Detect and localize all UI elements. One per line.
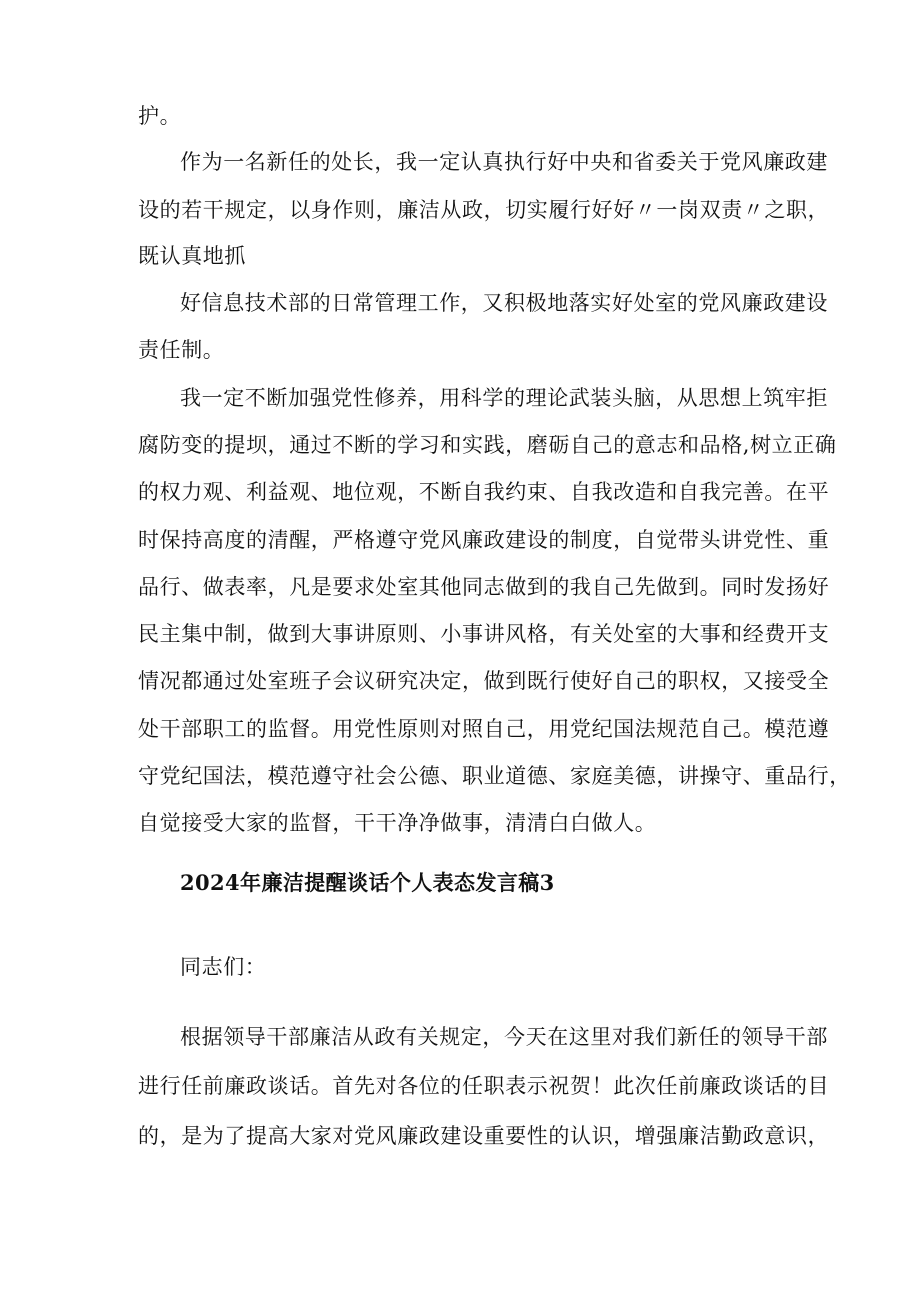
salutation: 同志们： [180, 955, 267, 979]
paragraph-line: 腐防变的提坝，通过不断的学习和实践，磨砺自己的意志和品格,树立正确 [138, 433, 837, 457]
paragraph-line: 情况都通过处室班子会议研究决定，做到既行使好自己的职权，又接受全 [138, 669, 830, 693]
paragraph-line: 民主集中制，做到大事讲原则、小事讲风格，有关处室的大事和经费开支 [138, 622, 830, 646]
paragraph-line: 我一定不断加强党性修养，用科学的理论武装头脑，从思想上筑牢拒 [180, 386, 828, 410]
paragraph-line: 品行、做表率，凡是要求处室其他同志做到的我自己先做到。同时发扬好 [138, 575, 830, 599]
paragraph-line: 好信息技术部的日常管理工作，又积极地落实好处室的党风廉政建设 [180, 291, 828, 315]
paragraph-line: 时保持高度的清醒，严格遵守党风廉政建设的制度，自觉带头讲党性、重 [138, 528, 830, 552]
paragraph-line: 的权力观、利益观、地位观，不断自我约束、自我改造和自我完善。在平 [138, 480, 830, 504]
paragraph-line: 护。 [138, 104, 182, 128]
paragraph-line: 处干部职工的监督。用党性原则对照自己，用党纪国法规范自己。模范遵 [138, 717, 830, 741]
paragraph-line: 设的若干规定，以身作则，廉洁从政，切实履行好好〃一岗双责〃之职， [138, 198, 830, 222]
paragraph-line: 既认真地抓 [138, 244, 246, 268]
paragraph-line: 根据领导干部廉洁从政有关规定，今天在这里对我们新任的领导干部 [180, 1025, 828, 1049]
paragraph-line: 进行任前廉政谈话。首先对各位的任职表示祝贺！此次任前廉政谈话的目 [138, 1074, 830, 1098]
paragraph-line: 自觉接受大家的监督，干干净净做事，清清白白做人。 [138, 811, 657, 835]
section-heading: 2024年廉洁提醒谈话个人表态发言稿3 [180, 870, 555, 895]
paragraph-line: 守党纪国法，模范遵守社会公德、职业道德、家庭美德，讲操守、重品行， [138, 764, 851, 788]
paragraph-line: 的，是为了提高大家对党风廉政建设重要性的认识，增强廉洁勤政意识， [138, 1124, 830, 1148]
paragraph-line: 责任制。 [138, 338, 225, 362]
paragraph-line: 作为一名新任的处长，我一定认真执行好中央和省委关于党风廉政建 [180, 150, 828, 174]
